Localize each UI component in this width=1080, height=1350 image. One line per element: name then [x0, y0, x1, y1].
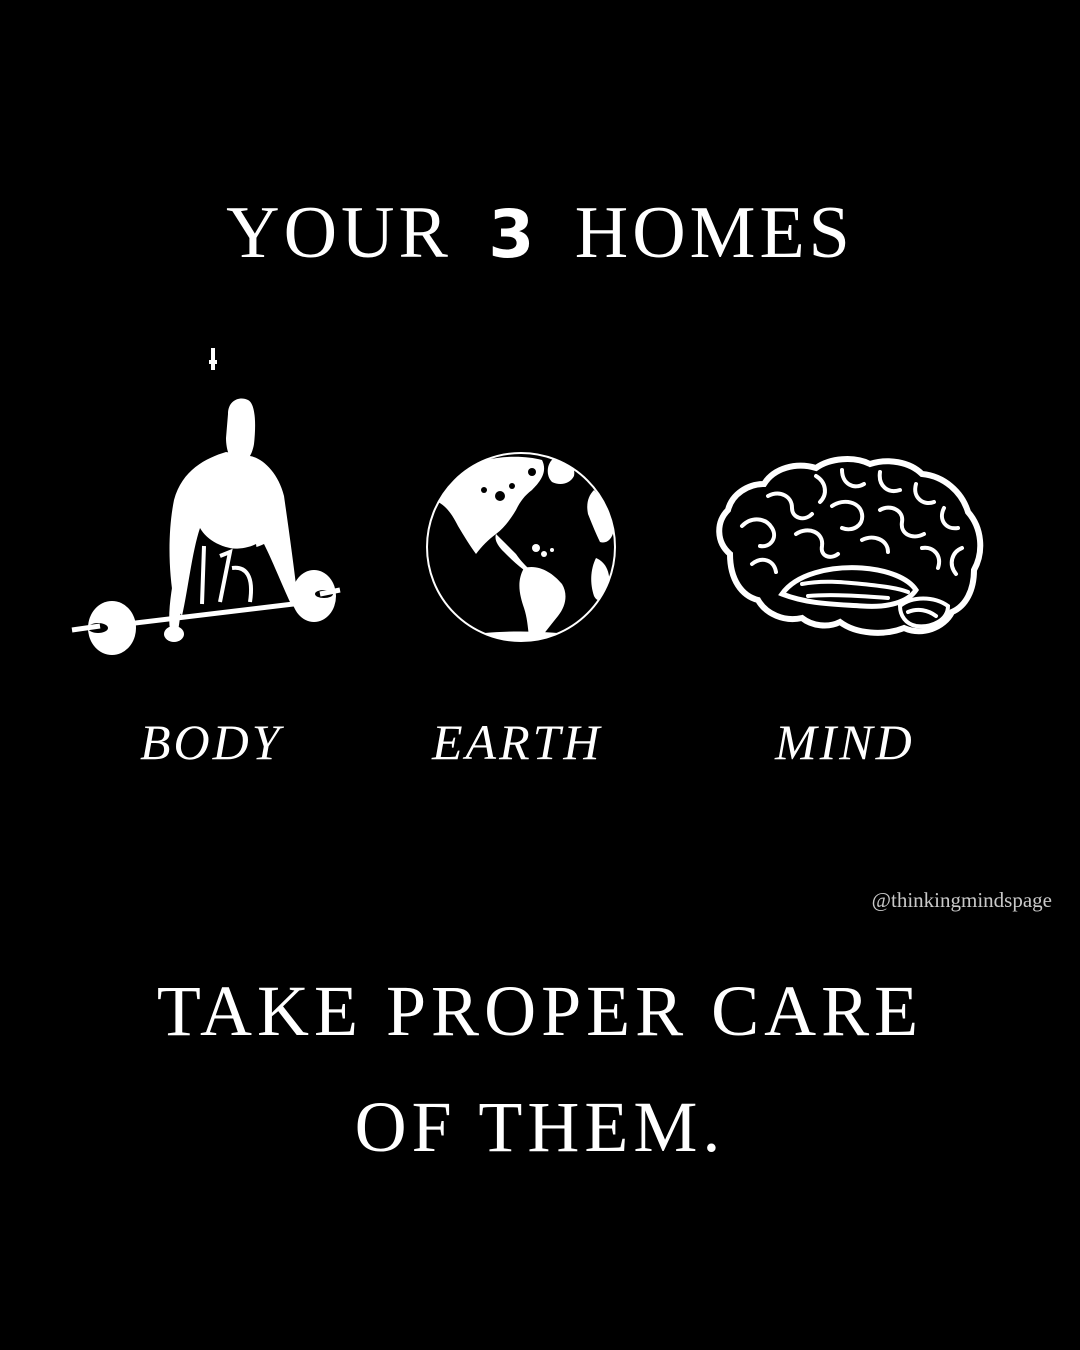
label-mind: MIND	[775, 714, 915, 770]
title-word-homes: HOMES	[574, 192, 854, 274]
globe-icon	[424, 450, 618, 644]
closing-line-1: TAKE PROPER CARE	[156, 971, 924, 1051]
label-earth: EARTH	[432, 714, 603, 770]
closing-line-2: OF THEM.	[354, 1087, 726, 1167]
title-number: 3	[488, 196, 539, 273]
label-body: BODY	[140, 714, 283, 770]
page-title	[0, 188, 1080, 280]
weightlifter-icon	[70, 340, 350, 660]
watermark-handle: @thinkingmindspage	[871, 888, 1052, 912]
brain-icon	[712, 456, 984, 636]
title-word-your: YOUR	[226, 192, 452, 274]
